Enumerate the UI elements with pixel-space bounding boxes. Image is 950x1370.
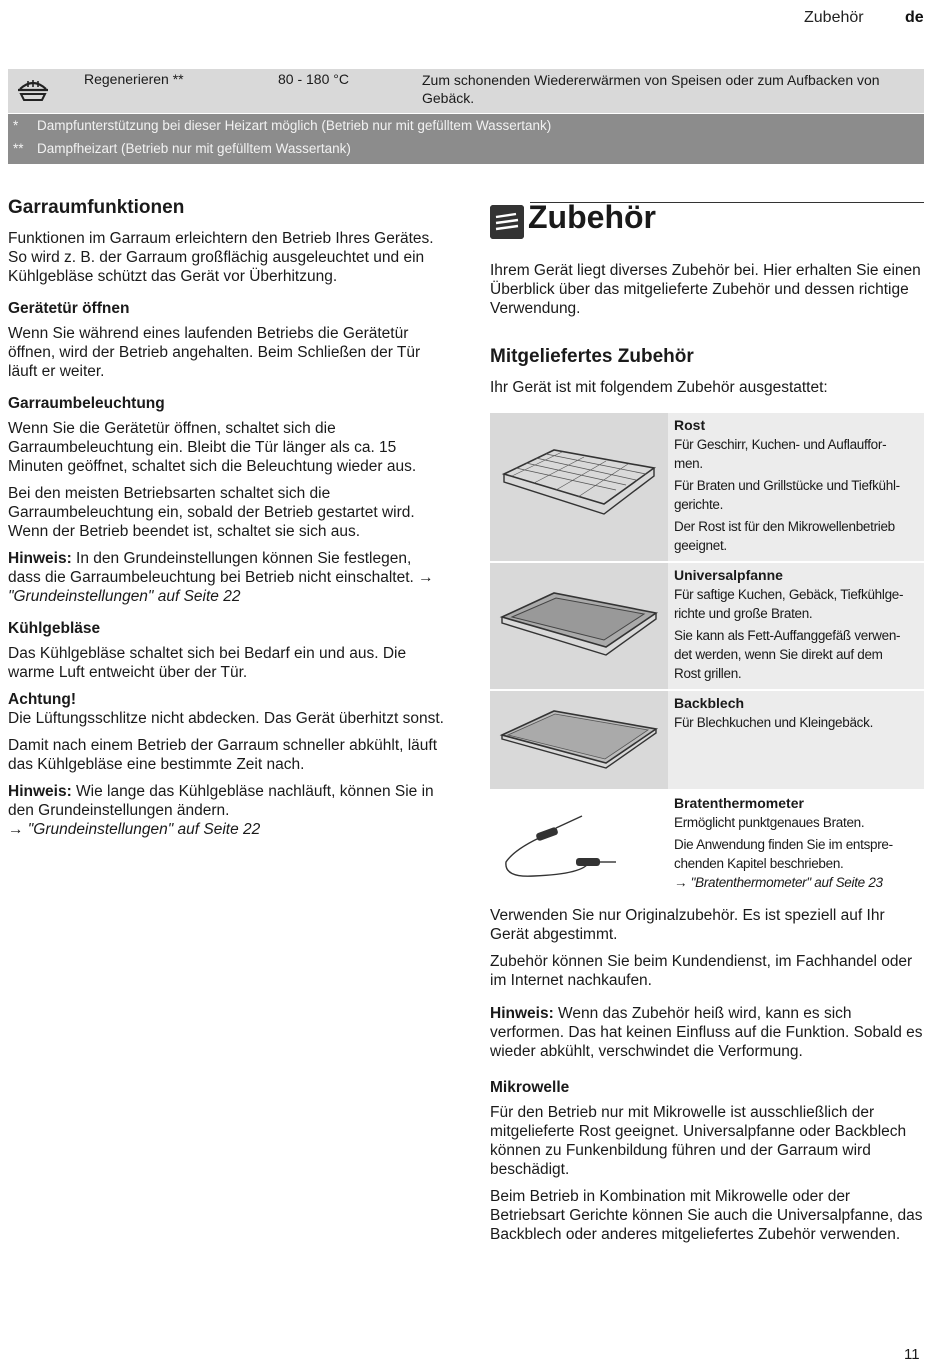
meat-thermometer-image xyxy=(490,791,668,898)
section-title: Mitgeliefertes Zubehör xyxy=(490,346,694,367)
heating-mode-table xyxy=(8,69,924,164)
chapter-title: Zubehör xyxy=(490,203,924,253)
mode-name: Regenerieren ** xyxy=(84,71,184,87)
page-reference-link[interactable]: → "Grundeinstellungen" auf Seite 22 xyxy=(8,569,434,605)
hint-paragraph: Hinweis: Wie lange das Kühlgebläse nachläuft, können Sie in den Grundeinstellungen ändern. → "Grundeinstellungen" auf Seite 22 xyxy=(8,783,434,838)
table-footnotes xyxy=(8,114,924,164)
section-title: Garraumfunktionen xyxy=(8,197,185,218)
paragraph: Zubehör können Sie beim Kundendienst, im Fachhandel oder im Internet nachkaufen. xyxy=(490,953,913,989)
accessory-row-rost: Rost Für Geschirr, Kuchen- und Auflauffor- men. Für Braten und Grillstücke und Tiefkühl- gerichte. Der Rost ist für den Mikrowellenbetrieb geeignet. xyxy=(490,413,924,563)
paragraph: Wenn Sie die Gerätetür öffnen, schaltet sich die Garraumbeleuchtung ein. Bleibt die Tür länger als ca. 15 Minuten geöffnet, schaltet sich die Beleuchtung wieder aus. xyxy=(8,420,417,475)
warning-label: Achtung! xyxy=(8,691,77,708)
baking-tray-image xyxy=(490,691,668,789)
subsection-title: Kühlgebläse xyxy=(8,620,101,637)
header-section: Zubehör xyxy=(804,9,864,26)
paragraph: Damit nach einem Betrieb der Garraum schneller abkühlt, läuft das Kühlgebläse eine bestimmte Zeit nach. xyxy=(8,737,438,773)
footnote-2: ** Dampfheizart (Betrieb nur mit gefülltem Wassertank) xyxy=(13,141,351,156)
subsection-title: Mikrowelle xyxy=(490,1079,570,1096)
mode-description: Zum schonenden Wiedererwärmen von Speisen oder zum Aufbacken von Gebäck. xyxy=(422,72,880,106)
page-number: 11 xyxy=(904,1346,920,1363)
accessory-name: Rost xyxy=(674,417,706,433)
hint-paragraph: Hinweis: In den Grundeinstellungen können Sie festlegen, dass die Garraumbeleuchtung bei Betrieb nicht einschaltet. → "Grundeinstellungen" auf Seite 22 xyxy=(8,550,434,605)
accessory-row-universalpfanne: Universalpfanne Für saftige Kuchen, Gebäck, Tiefkühlge- richte und große Braten. Sie kann als Fett-Auffanggefäß verwen- det werden, wenn Sie direkt auf dem Rost grillen. xyxy=(490,563,924,691)
mode-temperature: 80 - 180 °C xyxy=(278,71,349,87)
paragraph: Funktionen im Garraum erleichtern den Betrieb Ihres Gerätes. So wird z. B. der Garraum großflächig ausgeleuchtet und ein Kühlgebläse schützt das Gerät vor Überhitzung. xyxy=(8,230,434,285)
paragraph: Bei den meisten Betriebsarten schaltet sich die Garraumbeleuchtung ein, sobald der Betrieb gestartet wird. Wenn der Betrieb beendet ist, schaltet sie sich aus. xyxy=(8,485,415,540)
warning-text: Die Lüftungsschlitze nicht abdecken. Das Gerät überhitzt sonst. xyxy=(8,710,444,727)
accessory-table xyxy=(490,413,924,900)
regenerate-icon xyxy=(16,75,50,105)
accessory-icon xyxy=(490,205,524,239)
paragraph: Ihrem Gerät liegt diverses Zubehör bei. Hier erhalten Sie einen Überblick über das mitgelieferte Zubehör und dessen richtige Verwendung. xyxy=(490,262,921,317)
subsection-title: Gerätetür öffnen xyxy=(8,300,130,317)
paragraph: Beim Betrieb in Kombination mit Mikrowelle oder der Betriebsart Gerichte können Sie auch die Universalpfanne, das Backblech oder anderes mitgeliefertes Zubehör verwenden. xyxy=(490,1188,923,1243)
accessory-name: Backblech xyxy=(674,695,745,711)
paragraph: Ihr Gerät ist mit folgendem Zubehör ausgestattet: xyxy=(490,379,828,396)
wire-rack-image xyxy=(490,413,668,561)
hint-paragraph: Hinweis: Wenn das Zubehör heiß wird, kann es sich verformen. Das hat keinen Einfluss auf die Funktion. Sobald es wieder abkühlt, verschwindet die Verformung. xyxy=(490,1005,923,1060)
accessory-name: Universalpfanne xyxy=(674,567,783,583)
paragraph: Verwenden Sie nur Originalzubehör. Es ist speziell auf Ihr Gerät abgestimmt. xyxy=(490,907,885,943)
paragraph: Wenn Sie während eines laufenden Betriebs die Gerätetür öffnen, wird der Betrieb angehalten. Beim Schließen der Tür läuft er weiter. xyxy=(8,325,421,380)
page-reference-link[interactable]: → "Grundeinstellungen" auf Seite 22 xyxy=(8,821,261,838)
left-column xyxy=(8,197,448,847)
table-row xyxy=(8,69,924,114)
right-column xyxy=(490,199,924,1252)
accessory-row-backblech: Backblech Für Blechkuchen und Kleingebäck. xyxy=(490,691,924,791)
header-language: de xyxy=(905,9,924,26)
footnote-1: * Dampfunterstützung bei dieser Heizart möglich (Betrieb nur mit gefülltem Wassertank) xyxy=(13,118,552,133)
page-reference-link[interactable]: → "Bratenthermometer" auf Seite 23 xyxy=(674,875,883,890)
accessory-name: Bratenthermometer xyxy=(674,795,804,811)
paragraph: Für den Betrieb nur mit Mikrowelle ist ausschließlich der mitgelieferte Rost geeignet. Universalpfanne oder Backblech können zu Funkenbildung führen und der Garraum wird beschädigt. xyxy=(490,1104,907,1178)
subsection-title: Garraumbeleuchtung xyxy=(8,395,165,412)
universal-pan-image xyxy=(490,563,668,689)
accessory-row-bratenthermometer: Bratenthermometer Ermöglicht punktgenaues Braten. Die Anwendung finden Sie im entspre- chenden Kapitel beschrieben. → "Bratenthermometer" auf Seite 23 xyxy=(490,791,924,900)
paragraph: Das Kühlgebläse schaltet sich bei Bedarf ein und aus. Die warme Luft entweicht über der Tür. xyxy=(8,645,407,681)
